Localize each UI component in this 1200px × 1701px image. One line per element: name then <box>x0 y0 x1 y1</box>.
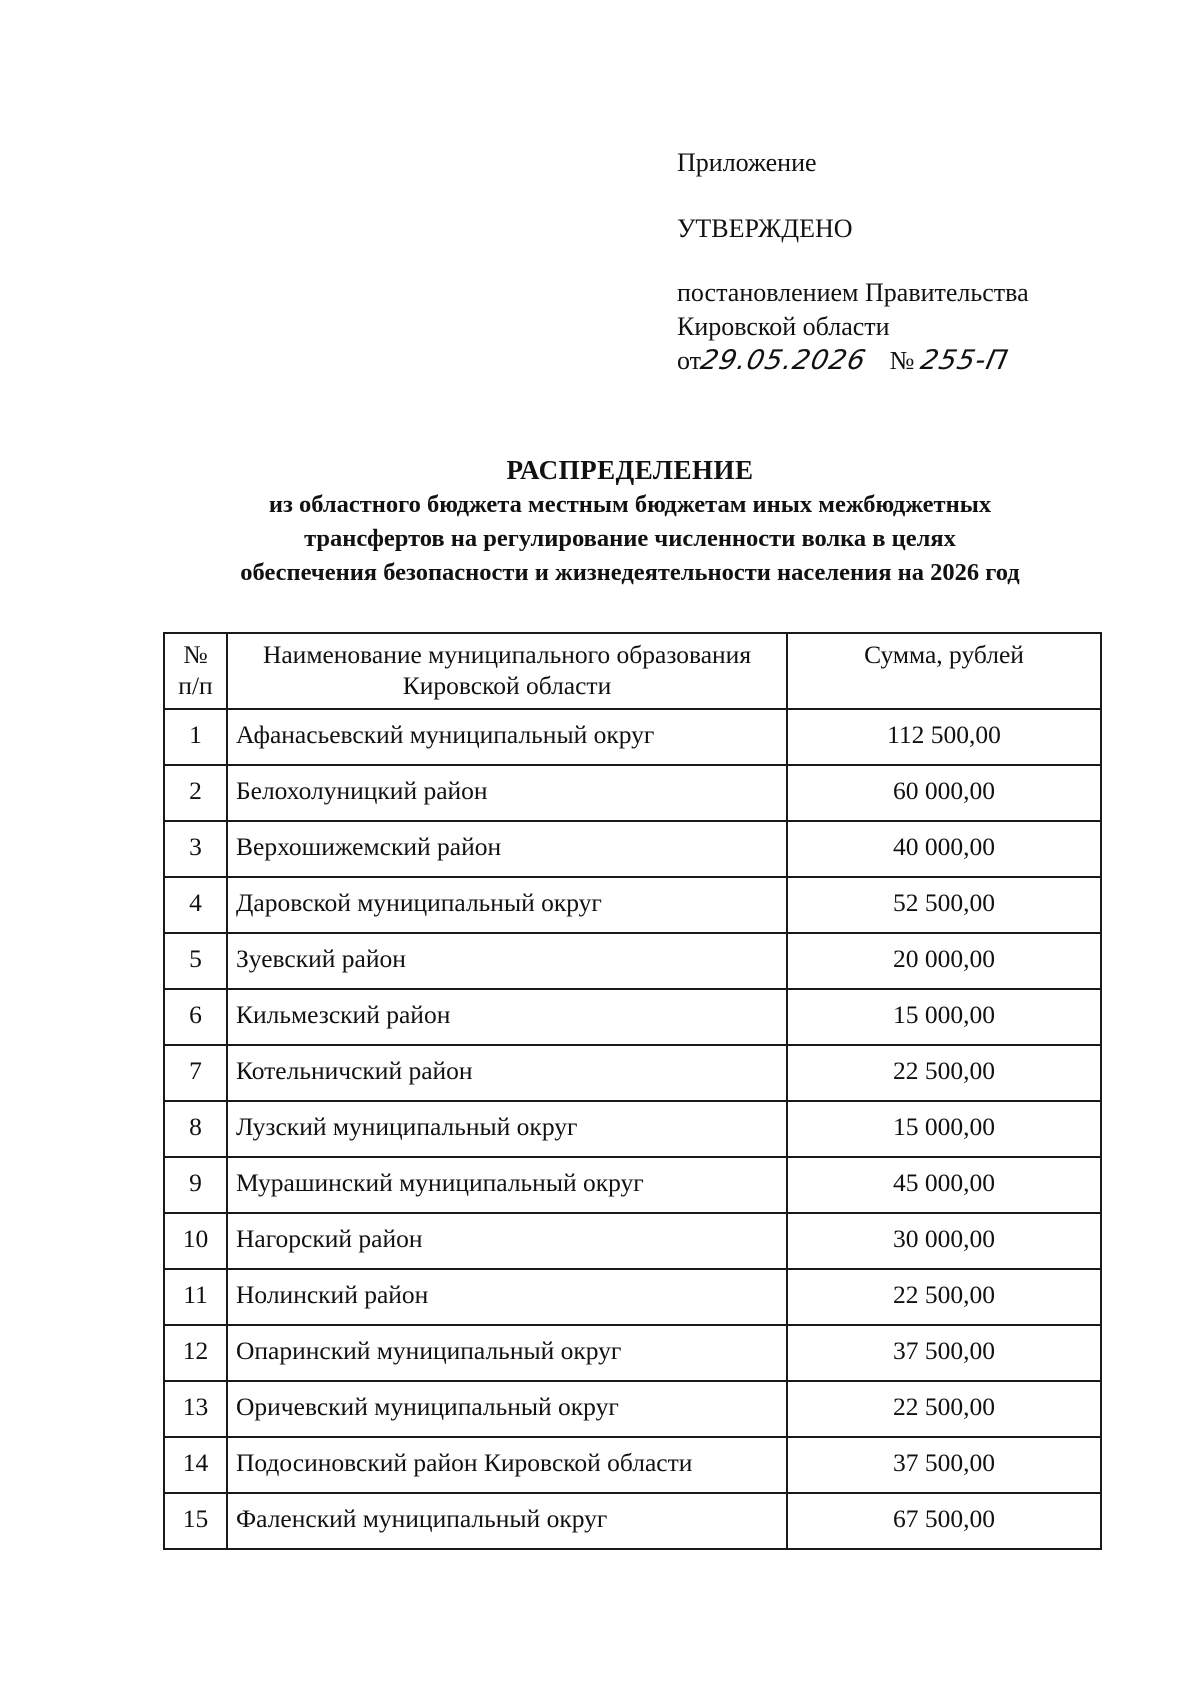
header-name-line1: Наименование муниципального образования <box>262 640 752 669</box>
table-row <box>164 1381 1101 1437</box>
row-amount: 22 500,00 <box>787 1269 1101 1325</box>
row-amount: 22 500,00 <box>787 1381 1101 1437</box>
table-row <box>164 877 1101 933</box>
row-number: 8 <box>164 1101 227 1157</box>
approved-label: УТВЕРЖДЕНО <box>677 214 853 243</box>
row-municipality: Котельничский район <box>227 1045 787 1101</box>
row-municipality: Белохолуницкий район <box>227 765 787 821</box>
row-municipality: Оричевский муниципальный округ <box>227 1381 787 1437</box>
row-number: 13 <box>164 1381 227 1437</box>
number-sign: № <box>889 346 915 375</box>
row-number: 11 <box>164 1269 227 1325</box>
row-amount: 30 000,00 <box>787 1213 1101 1269</box>
table-header-row <box>164 633 1101 709</box>
row-municipality: Лузский муниципальный округ <box>227 1101 787 1157</box>
row-municipality: Верхошижемский район <box>227 821 787 877</box>
approval-block <box>677 146 1029 378</box>
row-number: 2 <box>164 765 227 821</box>
row-number: 4 <box>164 877 227 933</box>
row-number: 1 <box>164 709 227 765</box>
row-amount: 37 500,00 <box>787 1437 1101 1493</box>
header-sum: Сумма, рублей <box>787 633 1101 709</box>
table-row <box>164 1101 1101 1157</box>
title-line-3: обеспечения безопасности и жизнедеятельности населения на 2026 год <box>240 559 1020 586</box>
title-main: РАСПРЕДЕЛЕНИЕ <box>506 455 754 485</box>
row-amount: 45 000,00 <box>787 1157 1101 1213</box>
table-row <box>164 1157 1101 1213</box>
table-row <box>164 989 1101 1045</box>
row-number: 3 <box>164 821 227 877</box>
table-row <box>164 709 1101 765</box>
header-name <box>227 633 787 709</box>
title-line-1: из областного бюджета местным бюджетам иных межбюджетных <box>268 491 992 518</box>
row-municipality: Нолинский район <box>227 1269 787 1325</box>
table-row <box>164 1325 1101 1381</box>
handwritten-date: 29.05.2026 <box>697 345 870 376</box>
row-municipality: Даровской муниципальный округ <box>227 877 787 933</box>
row-amount: 15 000,00 <box>787 1101 1101 1157</box>
row-number: 12 <box>164 1325 227 1381</box>
row-municipality: Зуевский район <box>227 933 787 989</box>
row-number: 10 <box>164 1213 227 1269</box>
header-num <box>164 633 227 709</box>
table-row <box>164 933 1101 989</box>
row-number: 14 <box>164 1437 227 1493</box>
appendix-label: Приложение <box>677 148 817 177</box>
table-row <box>164 1269 1101 1325</box>
row-number: 9 <box>164 1157 227 1213</box>
row-municipality: Афанасьевский муниципальный округ <box>227 709 787 765</box>
row-number: 6 <box>164 989 227 1045</box>
table-row <box>164 1045 1101 1101</box>
row-municipality: Нагорский район <box>227 1213 787 1269</box>
row-municipality: Опаринский муниципальный округ <box>227 1325 787 1381</box>
row-municipality: Кильмезский район <box>227 989 787 1045</box>
row-number: 5 <box>164 933 227 989</box>
table-row <box>164 821 1101 877</box>
table-row <box>164 765 1101 821</box>
row-amount: 60 000,00 <box>787 765 1101 821</box>
header-num-pp: п/п <box>178 671 213 700</box>
title-line-2: трансфертов на регулирование численности волка в целях <box>304 525 956 552</box>
row-amount: 15 000,00 <box>787 989 1101 1045</box>
row-amount: 67 500,00 <box>787 1493 1101 1549</box>
document-title <box>0 452 1200 590</box>
header-name-line2: Кировской области <box>402 671 612 700</box>
row-amount: 112 500,00 <box>787 709 1101 765</box>
table-row <box>164 1213 1101 1269</box>
date-prefix: от <box>677 346 702 375</box>
header-num-sign: № <box>183 640 208 669</box>
table-row <box>164 1437 1101 1493</box>
handwritten-number: 255-П <box>917 345 1011 376</box>
row-number: 15 <box>164 1493 227 1549</box>
approved-by-line1: постановлением Правительства <box>677 278 1029 307</box>
row-municipality: Фаленский муниципальный округ <box>227 1493 787 1549</box>
table-row <box>164 1493 1101 1549</box>
approved-by-line2: Кировской области <box>677 312 890 341</box>
row-amount: 40 000,00 <box>787 821 1101 877</box>
row-municipality: Подосиновский район Кировской области <box>227 1437 787 1493</box>
row-amount: 52 500,00 <box>787 877 1101 933</box>
row-number: 7 <box>164 1045 227 1101</box>
distribution-table <box>163 632 1102 1550</box>
row-municipality: Мурашинский муниципальный округ <box>227 1157 787 1213</box>
row-amount: 20 000,00 <box>787 933 1101 989</box>
row-amount: 22 500,00 <box>787 1045 1101 1101</box>
table-body <box>164 709 1101 1549</box>
row-amount: 37 500,00 <box>787 1325 1101 1381</box>
resolution-date-number <box>677 344 1029 378</box>
